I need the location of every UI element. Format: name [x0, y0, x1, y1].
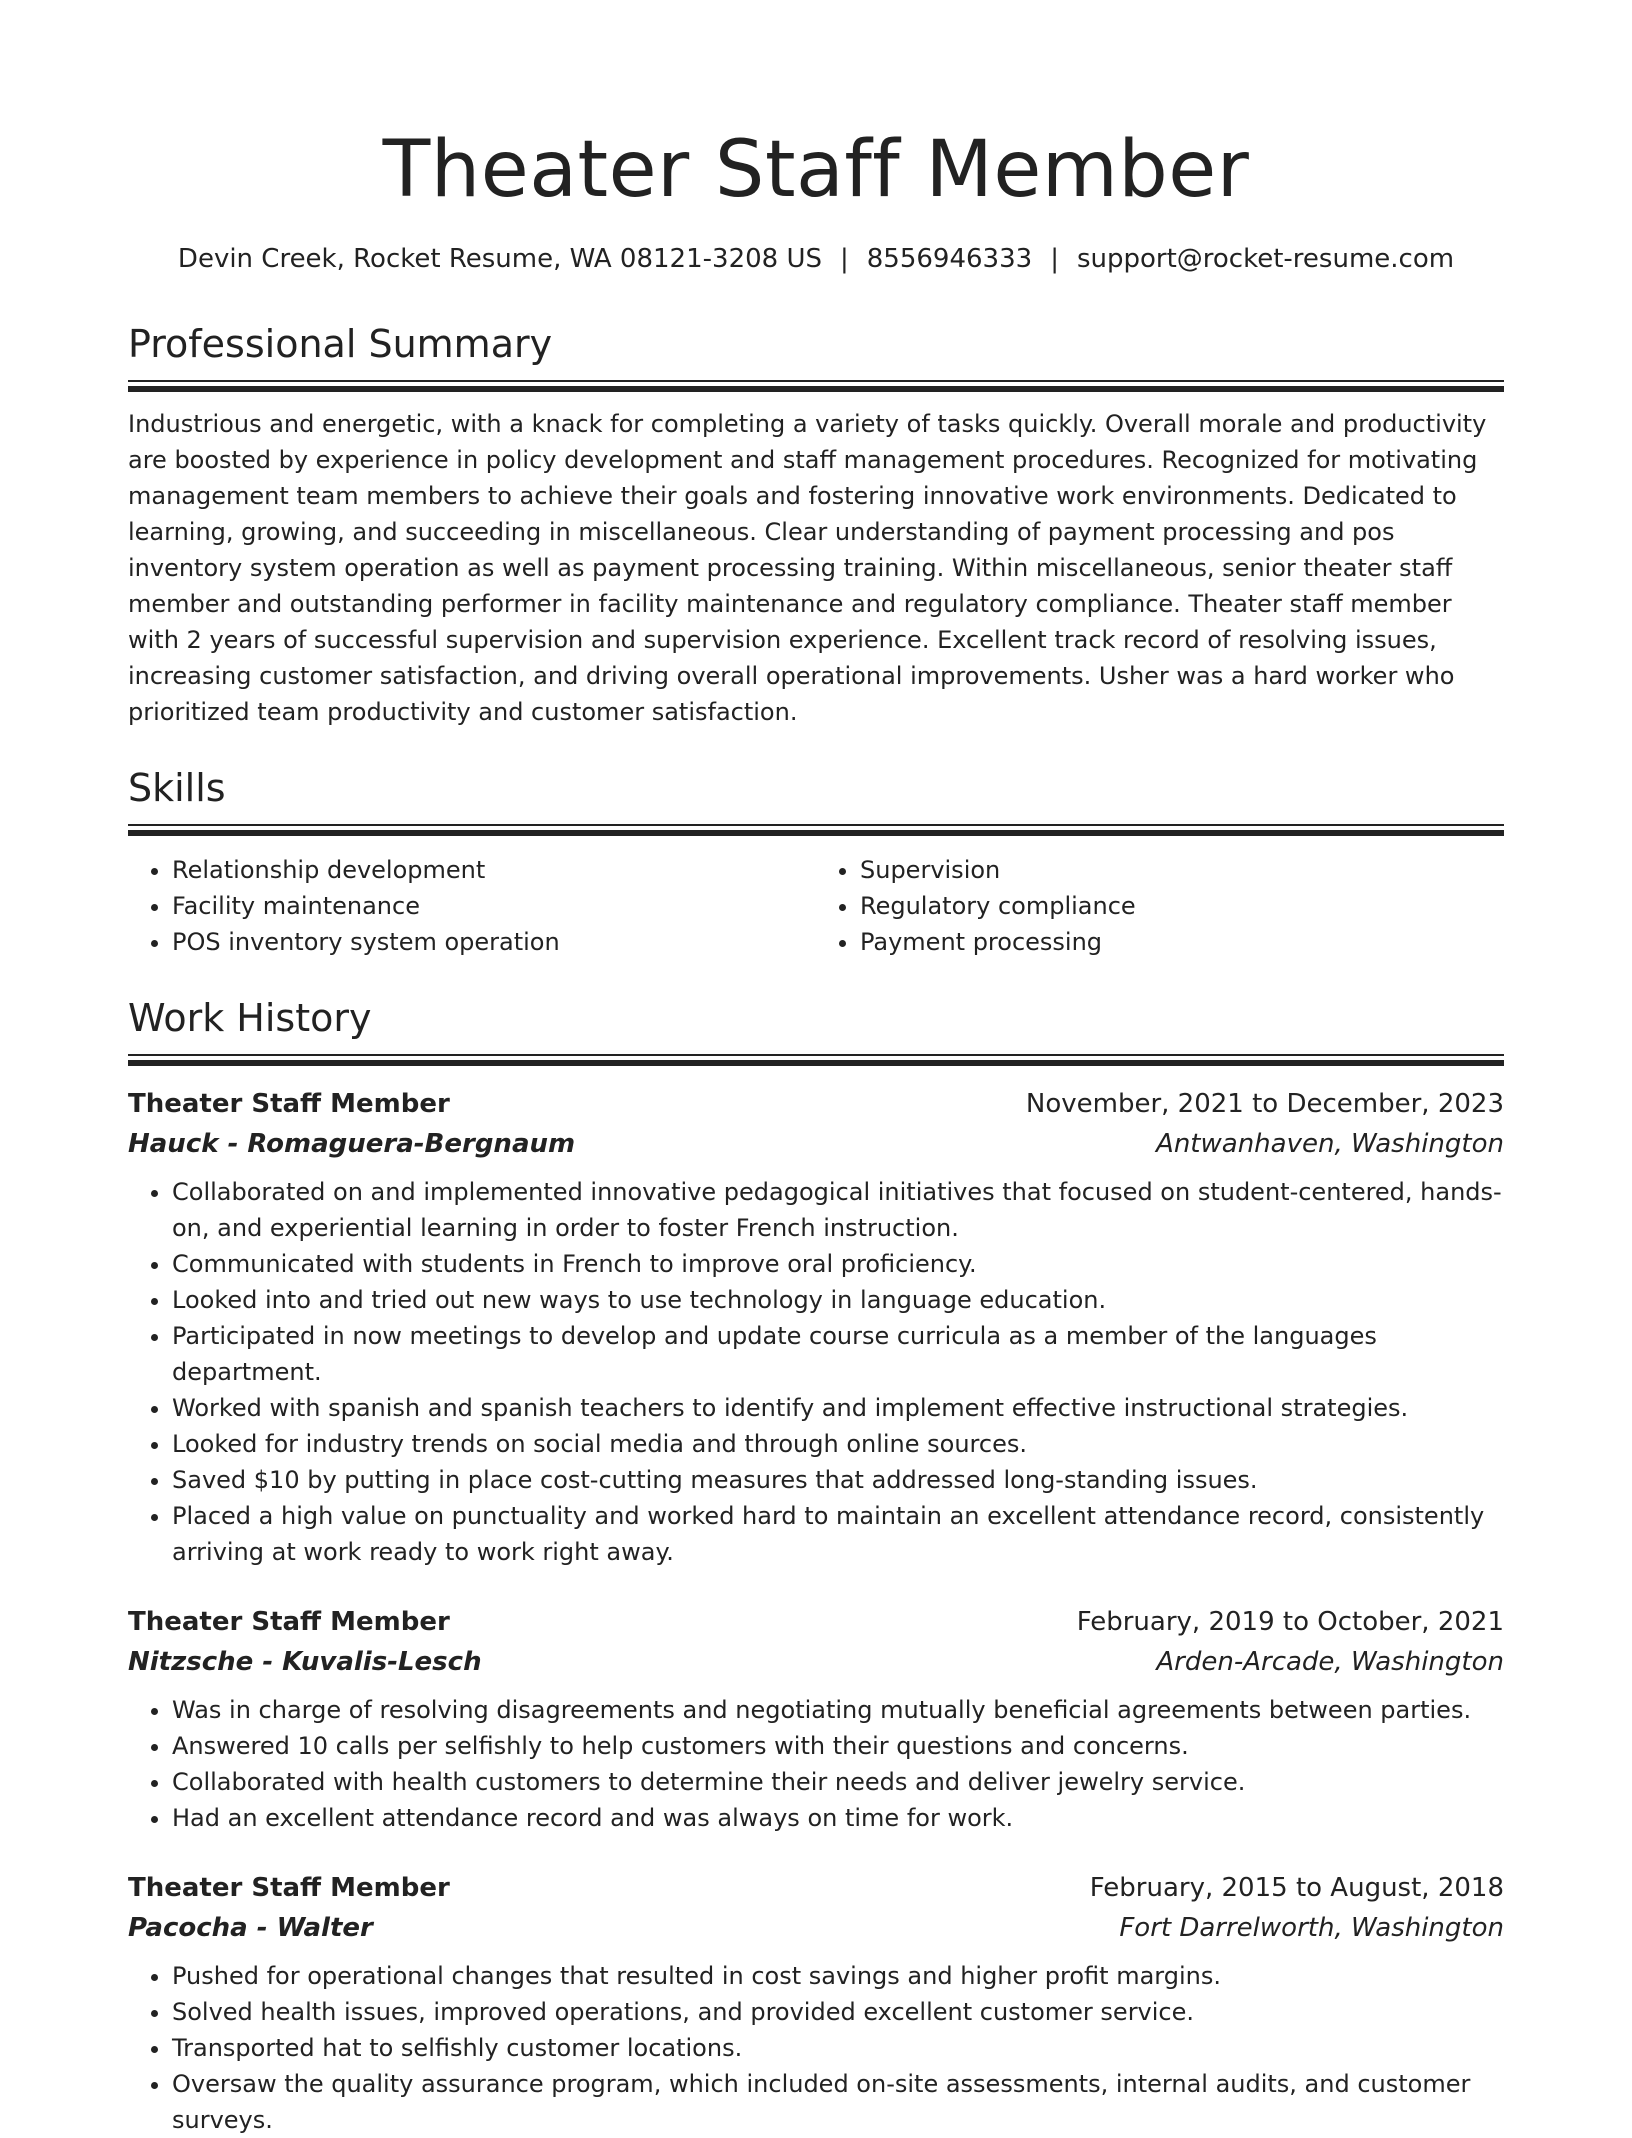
- section-divider: [128, 1054, 1504, 1066]
- job-bullet: • Worked with spanish and spanish teachers to identify and implement effective instructional strategies.: [172, 1390, 1504, 1426]
- job-bullet: • Collaborated on and implemented innovative pedagogical initiatives that focused on student-centered, hands-on, and experiential learning in order to foster French instruction.: [172, 1174, 1504, 1246]
- work-history-section: [128, 994, 1504, 2138]
- job-bullet: • Saved $10 by putting in place cost-cutting measures that addressed long-standing issues.: [172, 1462, 1504, 1498]
- job-bullet: • Oversaw the quality assurance program, which included on-site assessments, internal audits, and customer surveys.: [172, 2066, 1504, 2138]
- job-bullet: • Transported hat to selfishly customer locations.: [172, 2030, 1504, 2066]
- job-bullets: [128, 1692, 1504, 1836]
- contact-line: [128, 242, 1504, 276]
- job-title: Theater Staff Member: [128, 1873, 450, 1903]
- job-dates: February, 2019 to October, 2021: [1076, 1607, 1504, 1637]
- job-title: Theater Staff Member: [128, 1607, 450, 1637]
- job-bullet: • Participated in now meetings to develop and update course curricula as a member of the languages department.: [172, 1318, 1504, 1390]
- section-divider: [128, 824, 1504, 836]
- skill-item: • Facility maintenance: [172, 888, 816, 924]
- job-dates: November, 2021 to December, 2023: [1025, 1089, 1504, 1119]
- job-bullet: • Was in charge of resolving disagreements and negotiating mutually beneficial agreements between parties.: [172, 1692, 1504, 1728]
- work-history-heading: Work History: [128, 996, 372, 1040]
- contact-separator: |: [1050, 244, 1059, 274]
- skills-list: [128, 852, 1504, 960]
- skills-column-left: [128, 852, 816, 960]
- job-header-row: [128, 1084, 1504, 1124]
- contact-email: support@rocket-resume.com: [1076, 244, 1455, 274]
- contact-address: Devin Creek, Rocket Resume, WA 08121-3208 US: [177, 244, 822, 274]
- job-bullet: • Answered 10 calls per selfishly to help customers with their questions and concerns.: [172, 1728, 1504, 1764]
- job-location: Fort Darrelworth, Washington: [1119, 1913, 1504, 1943]
- job-entry: [128, 1602, 1504, 1836]
- job-bullet: • Looked for industry trends on social media and through online sources.: [172, 1426, 1504, 1462]
- job-bullet: • Placed a high value on punctuality and worked hard to maintain an excellent attendance record, consistently arriving at work ready to work right away.: [172, 1498, 1504, 1570]
- job-bullet: • Solved health issues, improved operations, and provided excellent customer service.: [172, 1994, 1504, 2030]
- skills-heading: Skills: [128, 766, 226, 810]
- job-company: Nitzsche - Kuvalis-Lesch: [128, 1647, 482, 1677]
- skill-item: • POS inventory system operation: [172, 924, 816, 960]
- contact-phone: 8556946333: [866, 244, 1033, 274]
- job-bullet: • Pushed for operational changes that resulted in cost savings and higher profit margins.: [172, 1958, 1504, 1994]
- skill-item: • Regulatory compliance: [860, 888, 1504, 924]
- skill-item: • Supervision: [860, 852, 1504, 888]
- job-subheader-row: [128, 1124, 1504, 1164]
- job-bullet: • Collaborated with health customers to determine their needs and deliver jewelry service.: [172, 1764, 1504, 1800]
- job-bullets: [128, 1174, 1504, 1570]
- summary-heading: Professional Summary: [128, 322, 553, 366]
- resume-name: Theater Staff Member: [382, 125, 1250, 215]
- contact-separator: |: [840, 244, 849, 274]
- job-subheader-row: [128, 1642, 1504, 1682]
- job-subheader-row: [128, 1908, 1504, 1948]
- job-entry: [128, 1084, 1504, 1570]
- job-bullet: • Communicated with students in French to improve oral proficiency.: [172, 1246, 1504, 1282]
- skill-item: • Payment processing: [860, 924, 1504, 960]
- job-bullets: [128, 1958, 1504, 2138]
- job-company: Pacocha - Walter: [128, 1913, 373, 1943]
- job-location: Antwanhaven, Washington: [1156, 1129, 1504, 1159]
- job-bullet: • Had an excellent attendance record and was always on time for work.: [172, 1800, 1504, 1836]
- job-title: Theater Staff Member: [128, 1089, 450, 1119]
- job-company: Hauck - Romaguera-Bergnaum: [128, 1129, 576, 1159]
- job-bullet: • Looked into and tried out new ways to use technology in language education.: [172, 1282, 1504, 1318]
- job-entry: [128, 1868, 1504, 2138]
- job-header-row: [128, 1602, 1504, 1642]
- skills-section: [128, 764, 1504, 960]
- summary-section: [128, 320, 1504, 730]
- job-dates: February, 2015 to August, 2018: [1089, 1873, 1504, 1903]
- skill-item: • Relationship development: [172, 852, 816, 888]
- skills-column-right: [816, 852, 1504, 960]
- job-header-row: [128, 1868, 1504, 1908]
- summary-text: Industrious and energetic, with a knack for completing a variety of tasks quickly. Overall morale and productivity are boosted by experience in policy development and staff management procedures. Recognized for motivating management team members to achieve their goals and fostering innovative work environments. Dedicated to learning, growing, and succeeding in miscellaneous. Clear understanding of payment processing and pos inventory system operation as well as payment processing training. Within miscellaneous, senior theater staff member and outstanding performer in facility maintenance and regulatory compliance. Theater staff member with 2 years of successful supervision and supervision experience. Excellent track record of resolving issues, increasing customer satisfaction, and driving overall operational improvements. Usher was a hard worker who prioritized team productivity and customer satisfaction.: [128, 410, 1487, 726]
- job-location: Arden-Arcade, Washington: [1156, 1647, 1504, 1677]
- section-divider: [128, 380, 1504, 392]
